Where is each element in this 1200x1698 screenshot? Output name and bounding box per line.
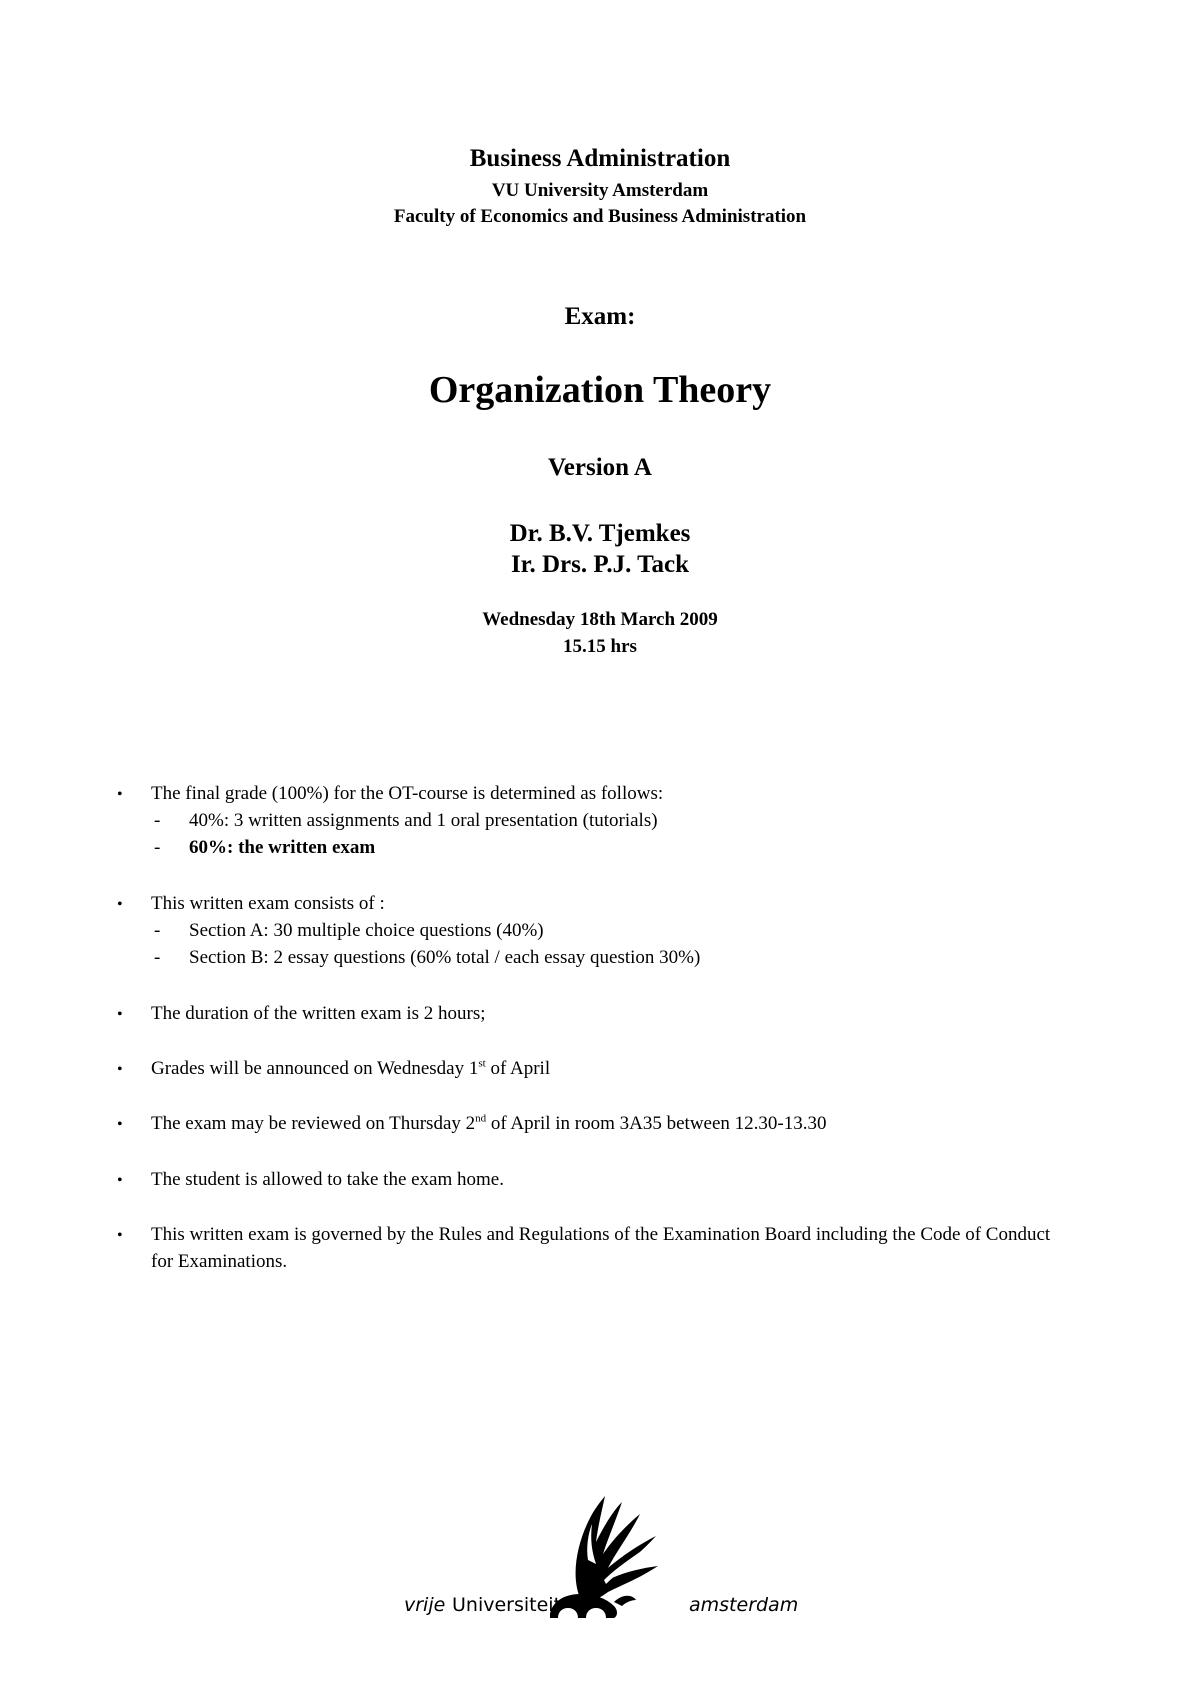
review-info-main: The exam may be reviewed on Thursday 2 [151, 1113, 476, 1134]
review-info-tail: of April in room 3A35 between 12.30-13.30 [486, 1113, 827, 1134]
grades-announcement-tail: of April [485, 1058, 551, 1079]
dash-icon: - [154, 837, 161, 858]
dash-icon: - [154, 810, 161, 831]
examiner-name: Dr. B.V. Tjemkes [509, 520, 691, 547]
ordinal-suffix: st [478, 1057, 486, 1070]
grades-announcement-main: Grades will be announced on Wednesday 1 [151, 1058, 479, 1079]
logo-text-universiteit: Universiteit [452, 1594, 562, 1616]
bullet-icon: • [117, 1006, 123, 1023]
bullet-icon: • [117, 786, 123, 803]
faculty-name: Faculty of Economics and Business Administration [393, 206, 807, 227]
course-title: Organization Theory [428, 369, 772, 411]
ordinal-suffix: nd [475, 1112, 487, 1125]
section-item: Section B: 2 essay questions (60% total / each essay question 30%) [189, 947, 701, 968]
dash-icon: - [154, 947, 161, 968]
structure-info-text: This written exam consists of : [151, 893, 385, 914]
logo-text-vrije: vrije [404, 1594, 446, 1616]
bullet-icon: • [117, 1172, 123, 1189]
grade-item: 40%: 3 written assignments and 1 oral presentation (tutorials) [189, 810, 658, 831]
review-info-text [151, 1110, 827, 1137]
bullet-icon: • [117, 1116, 123, 1133]
logo-text-amsterdam: amsterdam [689, 1594, 799, 1616]
exam-date: Wednesday 18th March 2009 [482, 609, 718, 630]
rules-info-text: This written exam is governed by the Rules and Regulations of the Examination Board including the Code of Conduct for Examinations. [151, 1224, 1051, 1272]
exam-version: Version A [548, 454, 652, 481]
bullet-icon: • [117, 1061, 123, 1078]
department-title: Business Administration [469, 145, 731, 172]
university-name: VU University Amsterdam [491, 180, 709, 201]
examiner-name: Ir. Drs. P.J. Tack [510, 551, 690, 578]
duration-info-text: The duration of the written exam is 2 hours; [151, 1003, 486, 1024]
grade-item: 60%: the written exam [189, 837, 376, 858]
exam-time: 15.15 hrs [563, 636, 637, 657]
grades-announcement-text [151, 1055, 550, 1082]
section-item: Section A: 30 multiple choice questions (40%) [189, 920, 544, 941]
bullet-icon: • [117, 896, 123, 913]
dash-icon: - [154, 920, 161, 941]
exam-label: Exam: [564, 303, 636, 330]
bullet-icon: • [117, 1227, 123, 1244]
take-home-info-text: The student is allowed to take the exam home. [151, 1169, 504, 1190]
grade-info-text: The final grade (100%) for the OT-course is determined as follows: [151, 783, 664, 804]
